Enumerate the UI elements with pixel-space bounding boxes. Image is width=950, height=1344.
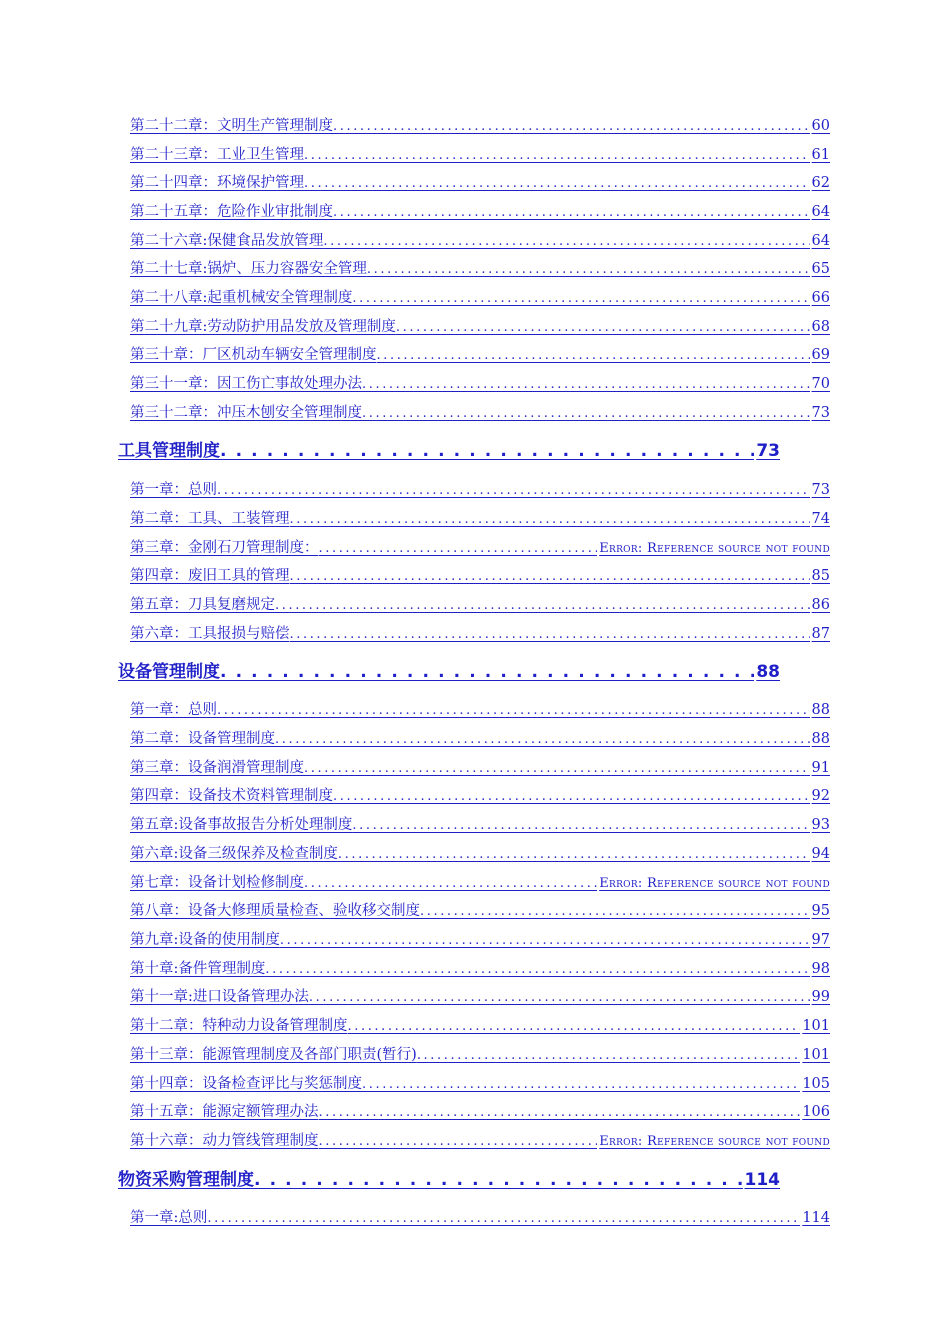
- toc-page-number: 114: [802, 1210, 830, 1226]
- toc-entry-title: 第十一章:进口设备管理办法: [130, 989, 309, 1005]
- toc-page-number: 85: [811, 568, 830, 584]
- toc-dot-leader: [304, 144, 810, 166]
- toc-dot-leader: [352, 814, 809, 836]
- toc-dot-leader: [275, 728, 810, 750]
- toc-page-number: 86: [811, 597, 830, 613]
- toc-page-number: 73: [756, 441, 780, 461]
- toc-page-number: 68: [811, 319, 830, 335]
- toc-chapter-link[interactable]: [130, 402, 830, 424]
- toc-entry-title: 第六章：工具报损与赔偿: [130, 626, 290, 642]
- toc-dot-leader: [348, 1015, 801, 1037]
- toc-dot-leader: [362, 1073, 800, 1095]
- toc-entry-title: 第八章：设备大修理质量检查、验收移交制度: [130, 903, 420, 919]
- toc-dot-leader: [280, 929, 810, 951]
- toc-entry-title: 第五章:设备事故报告分析处理制度: [130, 817, 353, 833]
- toc-dot-leader: [290, 508, 810, 530]
- toc-entry-title: 第十六章：动力管线管理制度: [130, 1133, 319, 1149]
- toc-entry-title: 第一章：总则: [130, 482, 217, 498]
- toc-dot-leader: [362, 373, 810, 395]
- toc-chapter-link[interactable]: [130, 843, 830, 865]
- toc-page-number: 101: [802, 1018, 830, 1034]
- toc-reference-error: Error: Reference source not found: [599, 876, 830, 891]
- toc-dot-leader: [217, 479, 810, 501]
- toc-section-link[interactable]: [118, 1167, 780, 1193]
- toc-page-number: 101: [802, 1047, 830, 1063]
- toc-chapter-link[interactable]: [130, 728, 830, 750]
- toc-entry-title: 第一章：总则: [130, 702, 217, 718]
- toc-chapter-link[interactable]: [130, 172, 830, 194]
- toc-entry-title: 第三章：金刚石刀管理制度：: [130, 540, 319, 556]
- toc-page-number: 88: [811, 731, 830, 747]
- toc-dot-leader: [352, 287, 809, 309]
- toc-entry-title: 第四章：废旧工具的管理: [130, 568, 290, 584]
- toc-entry-title: 第五章：刀具复磨规定: [130, 597, 275, 613]
- toc-entry-title: 第十章:备件管理制度: [130, 961, 266, 977]
- toc-page-number: 99: [811, 989, 830, 1005]
- toc-entry-title: 第二十九章:劳动防护用品发放及管理制度: [130, 319, 396, 335]
- toc-dot-leader: [333, 201, 810, 223]
- toc-entry-title: 第二十二章：文明生产管理制度: [130, 118, 333, 134]
- toc-dot-leader: [304, 757, 810, 779]
- toc-dot-leader: [396, 316, 810, 338]
- toc-dot-leader: [333, 785, 810, 807]
- toc-page-number: 106: [802, 1104, 830, 1120]
- toc-entry-title: 第二章：工具、工装管理: [130, 511, 290, 527]
- toc-entry-title: 第十二章：特种动力设备管理制度: [130, 1018, 348, 1034]
- toc-page-number: 73: [811, 482, 830, 498]
- toc-chapter-link[interactable]: [130, 479, 830, 501]
- toc-chapter-link[interactable]: [130, 1015, 830, 1037]
- toc-chapter-link[interactable]: [130, 508, 830, 530]
- toc-page-number: 61: [811, 147, 830, 163]
- toc-entry-title: 第三十章：厂区机动车辆安全管理制度: [130, 347, 377, 363]
- toc-dot-leader: [420, 900, 810, 922]
- toc-dot-leader: [417, 1044, 801, 1066]
- toc-page-number: 69: [811, 347, 830, 363]
- toc-page-number: 73: [811, 405, 830, 421]
- toc-page-number: 95: [811, 903, 830, 919]
- toc-entry-title: 第一章:总则: [130, 1210, 208, 1226]
- toc-chapter-link[interactable]: [130, 699, 830, 721]
- toc-page-number: 91: [811, 760, 830, 776]
- toc-page-number: 88: [756, 662, 780, 682]
- toc-chapter-link[interactable]: [130, 316, 830, 338]
- toc-chapter-link[interactable]: [130, 900, 830, 922]
- toc-entry-title: 第三十二章：冲压木刨安全管理制度: [130, 405, 362, 421]
- toc-chapter-link[interactable]: [130, 565, 830, 587]
- toc-dot-leader: [217, 699, 810, 721]
- toc-chapter-link[interactable]: [130, 1130, 830, 1152]
- toc-entry-title: 第六章:设备三级保养及检查制度: [130, 846, 338, 862]
- toc-dot-leader: [323, 230, 809, 252]
- toc-dot-leader: [319, 1101, 801, 1123]
- toc-chapter-link[interactable]: [130, 373, 830, 395]
- toc-page-number: 64: [811, 233, 830, 249]
- toc-dot-leader: [319, 537, 598, 559]
- toc-dot-leader: [319, 1130, 598, 1152]
- toc-entry-title: 第二十三章：工业卫生管理: [130, 147, 304, 163]
- toc-chapter-link[interactable]: [130, 230, 830, 252]
- toc-page-number: 97: [811, 932, 830, 948]
- toc-dot-leader: [220, 659, 754, 685]
- toc-chapter-link[interactable]: [130, 986, 830, 1008]
- toc-dot-leader: [309, 986, 810, 1008]
- toc-dot-leader: [304, 172, 810, 194]
- toc-dot-leader: [338, 843, 810, 865]
- toc-page-number: 93: [811, 817, 830, 833]
- toc-chapter-link[interactable]: [130, 872, 830, 894]
- toc-chapter-link[interactable]: [130, 287, 830, 309]
- toc-chapter-link[interactable]: [130, 115, 830, 137]
- toc-reference-error: Error: Reference source not found: [599, 541, 830, 556]
- toc-entry-title: 第十四章：设备检查评比与奖惩制度: [130, 1076, 362, 1092]
- toc-dot-leader: [254, 1167, 743, 1193]
- toc-chapter-link[interactable]: [130, 929, 830, 951]
- toc-dot-leader: [290, 623, 810, 645]
- toc-reference-error: Error: Reference source not found: [599, 1134, 830, 1149]
- toc-page-number: 105: [802, 1076, 830, 1092]
- toc-entry-title: 物资采购管理制度: [118, 1170, 254, 1190]
- toc-chapter-link[interactable]: [130, 144, 830, 166]
- toc-chapter-link[interactable]: [130, 1207, 830, 1229]
- toc-dot-leader: [265, 958, 809, 980]
- toc-dot-leader: [377, 344, 810, 366]
- toc-entry-title: 第三章：设备润滑管理制度: [130, 760, 304, 776]
- toc-dot-leader: [367, 258, 810, 280]
- toc-page-number: 92: [811, 788, 830, 804]
- toc-chapter-link[interactable]: [130, 1073, 830, 1095]
- toc-entry-title: 第二十六章:保健食品发放管理: [130, 233, 324, 249]
- toc-chapter-link[interactable]: [130, 623, 830, 645]
- toc-dot-leader: [290, 565, 810, 587]
- toc-page-number: 88: [811, 702, 830, 718]
- toc-entry-title: 第十五章：能源定额管理办法: [130, 1104, 319, 1120]
- toc-dot-leader: [362, 402, 810, 424]
- toc-chapter-link[interactable]: [130, 258, 830, 280]
- toc-chapter-link[interactable]: [130, 201, 830, 223]
- toc-entry-title: 第二十八章:起重机械安全管理制度: [130, 290, 353, 306]
- toc-dot-leader: [207, 1207, 800, 1229]
- toc-entry-title: 第九章:设备的使用制度: [130, 932, 280, 948]
- toc-chapter-link[interactable]: [130, 757, 830, 779]
- toc-page-number: 70: [811, 376, 830, 392]
- toc-chapter-link[interactable]: [130, 537, 830, 559]
- toc-entry-title: 工具管理制度: [118, 441, 220, 461]
- toc-entry-title: 第二章：设备管理制度: [130, 731, 275, 747]
- toc-page-number: 114: [744, 1170, 780, 1190]
- toc-page-number: 62: [811, 175, 830, 191]
- toc-entry-title: 第二十七章:锅炉、压力容器安全管理: [130, 261, 367, 277]
- toc-entry-title: 第二十五章：危险作业审批制度: [130, 204, 333, 220]
- toc-entry-title: 第三十一章：因工伤亡事故处理办法: [130, 376, 362, 392]
- toc-chapter-link[interactable]: [130, 594, 830, 616]
- toc-entry-title: 第四章：设备技术资料管理制度: [130, 788, 333, 804]
- toc-page-number: 94: [811, 846, 830, 862]
- toc-page-number: 98: [811, 961, 830, 977]
- toc-chapter-link[interactable]: [130, 958, 830, 980]
- toc-section-link[interactable]: [118, 659, 780, 685]
- toc-chapter-link[interactable]: [130, 1044, 830, 1066]
- toc-chapter-link[interactable]: [130, 814, 830, 836]
- toc-entry-title: 第二十四章：环境保护管理: [130, 175, 304, 191]
- toc-chapter-link[interactable]: [130, 785, 830, 807]
- toc-dot-leader: [220, 438, 754, 464]
- toc-entry-title: 第十三章：能源管理制度及各部门职责(暂行): [130, 1047, 417, 1063]
- toc-chapter-link[interactable]: [130, 344, 830, 366]
- toc-dot-leader: [275, 594, 810, 616]
- toc-page-number: 64: [811, 204, 830, 220]
- toc-dot-leader: [333, 115, 810, 137]
- toc-page-number: 87: [811, 626, 830, 642]
- toc-entry-title: 第七章：设备计划检修制度: [130, 875, 304, 891]
- toc-dot-leader: [304, 872, 597, 894]
- toc-chapter-link[interactable]: [130, 1101, 830, 1123]
- toc-page-number: 65: [811, 261, 830, 277]
- toc-page-number: 60: [811, 118, 830, 134]
- toc-page-number: 66: [811, 290, 830, 306]
- toc-entry-title: 设备管理制度: [118, 662, 220, 682]
- toc-page-number: 74: [811, 511, 830, 527]
- toc-section-link[interactable]: [118, 438, 780, 464]
